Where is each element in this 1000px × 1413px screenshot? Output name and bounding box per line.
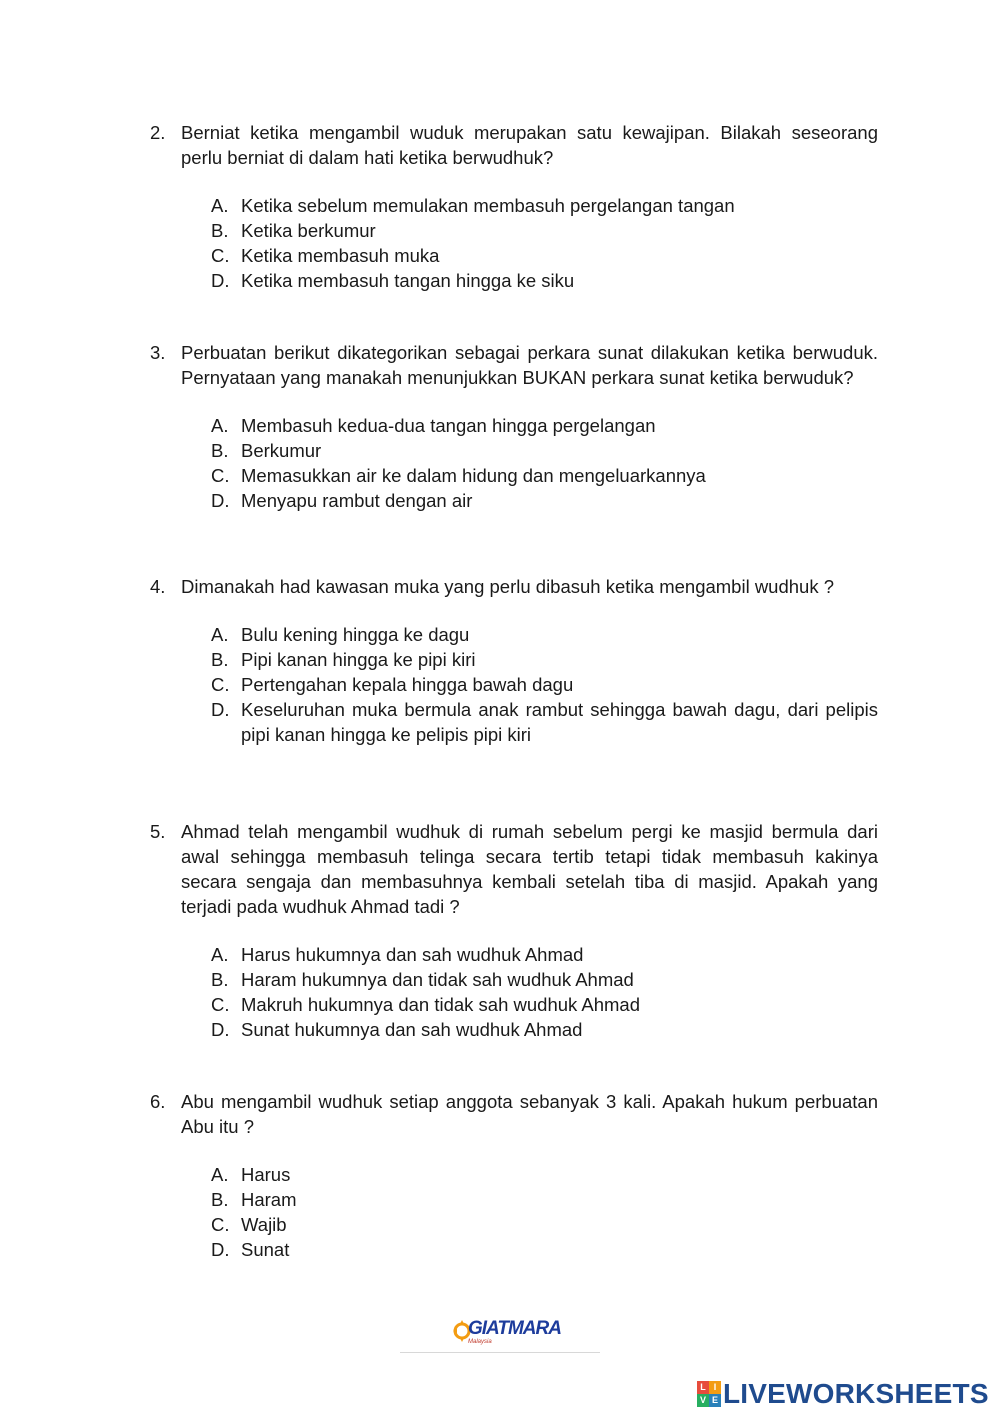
option-text: Harus [241,1164,291,1185]
option-letter: B. [211,649,229,670]
logo-text: GIATMARA [468,1318,561,1339]
question-number: 2. [150,122,166,143]
question-text: Ahmad telah mengambil wudhuk di rumah sebelum pergi ke masjid bermula dari awal sehingga membasuh telinga secara tertib tetapi tidak membasuh kakinya secara sengaja dan membasuhnya kembali setelah tiba di masjid. Apakah yang terjadi pada wudhuk Ahmad tadi ? [181,821,878,917]
answer-option-d[interactable] [211,268,878,293]
question-stem [150,120,878,170]
answer-options [211,193,878,293]
option-text: Pertengahan kepala hingga bawah dagu [241,674,574,695]
watermark-text: LIVEWORKSHEETS [723,1378,989,1409]
answer-option-a[interactable] [211,413,878,438]
answer-options [211,413,878,513]
option-letter: D. [211,490,230,511]
option-letter: D. [211,270,230,291]
question-5 [150,819,878,1042]
question-4 [150,574,878,747]
question-stem [150,819,878,919]
option-text: Wajib [241,1214,287,1235]
option-text: Sunat hukumnya dan sah wudhuk Ahmad [241,1019,583,1040]
option-text: Haram hukumnya dan tidak sah wudhuk Ahmad [241,969,634,990]
option-letter: C. [211,1214,230,1235]
option-letter: A. [211,1164,229,1185]
option-letter: C. [211,245,230,266]
option-letter: A. [211,415,229,436]
answer-option-a[interactable] [211,193,878,218]
logo-tagline: Malaysia [468,1339,492,1345]
answer-option-d[interactable] [211,1017,878,1042]
option-text: Makruh hukumnya dan tidak sah wudhuk Ahmad [241,994,641,1015]
option-text: Membasuh kedua-dua tangan hingga pergelangan [241,415,656,436]
answer-option-b[interactable] [211,647,878,672]
option-letter: A. [211,624,229,645]
question-3 [150,340,878,513]
option-text: Harus hukumnya dan sah wudhuk Ahmad [241,944,584,965]
answer-options [211,1162,878,1262]
option-letter: D. [211,699,230,720]
question-number: 4. [150,576,166,597]
answer-option-d[interactable] [211,1237,878,1262]
option-letter: B. [211,440,229,461]
answer-option-c[interactable] [211,463,878,488]
footer-divider [400,1352,600,1353]
answer-option-b[interactable] [211,967,878,992]
answer-option-a[interactable] [211,622,878,647]
option-text: Ketika membasuh muka [241,245,440,266]
option-text: Bulu kening hingga ke dagu [241,624,470,645]
question-stem [150,340,878,390]
icon-letter-i: I [709,1381,721,1394]
answer-option-c[interactable] [211,992,878,1017]
option-letter: B. [211,1189,229,1210]
option-text: Ketika sebelum memulakan membasuh pergelangan tangan [241,195,735,216]
option-text: Haram [241,1189,297,1210]
question-stem [150,1089,878,1139]
liveworksheets-watermark [697,1378,989,1410]
answer-option-b[interactable] [211,1187,878,1212]
answer-option-d[interactable] [211,697,878,747]
answer-option-b[interactable] [211,438,878,463]
question-number: 5. [150,821,166,842]
option-text: Ketika membasuh tangan hingga ke siku [241,270,575,291]
option-letter: A. [211,195,229,216]
answer-option-c[interactable] [211,672,878,697]
giatmara-logo [452,1314,561,1352]
option-letter: B. [211,969,229,990]
option-letter: A. [211,944,229,965]
liveworksheets-icon [697,1381,721,1407]
answer-option-a[interactable] [211,942,878,967]
option-text: Pipi kanan hingga ke pipi kiri [241,649,476,670]
question-text: Dimanakah had kawasan muka yang perlu dibasuh ketika mengambil wudhuk ? [181,576,835,597]
answer-option-d[interactable] [211,488,878,513]
question-number: 6. [150,1091,166,1112]
option-text: Sunat [241,1239,290,1260]
question-2 [150,120,878,293]
option-letter: B. [211,220,229,241]
question-text: Perbuatan berikut dikategorikan sebagai perkara sunat dilakukan ketika berwuduk. Pernyataan yang manakah menunjukkan BUKAN perkara sunat ketika berwuduk? [181,342,878,388]
question-text: Abu mengambil wudhuk setiap anggota sebanyak 3 kali. Apakah hukum perbuatan Abu itu ? [181,1091,878,1137]
option-letter: D. [211,1019,230,1040]
option-text: Menyapu rambut dengan air [241,490,473,511]
question-stem [150,574,878,599]
question-6 [150,1089,878,1262]
option-letter: C. [211,994,230,1015]
option-text: Memasukkan air ke dalam hidung dan mengeluarkannya [241,465,706,486]
option-letter: D. [211,1239,230,1260]
answer-option-c[interactable] [211,1212,878,1237]
answer-option-c[interactable] [211,243,878,268]
question-text: Berniat ketika mengambil wuduk merupakan satu kewajipan. Bilakah seseorang perlu berniat di dalam hati ketika berwudhuk? [181,122,878,168]
option-letter: C. [211,674,230,695]
icon-letter-l: L [697,1381,709,1394]
option-text: Berkumur [241,440,322,461]
option-letter: C. [211,465,230,486]
icon-letter-v: V [697,1394,709,1407]
answer-option-a[interactable] [211,1162,878,1187]
question-number: 3. [150,342,166,363]
option-text: Ketika berkumur [241,220,376,241]
answer-option-b[interactable] [211,218,878,243]
option-text: Keseluruhan muka bermula anak rambut sehingga bawah dagu, dari pelipis pipi kanan hingga ke pelipis pipi kiri [241,699,878,745]
icon-letter-e: E [709,1394,721,1407]
answer-options [211,942,878,1042]
answer-options [211,622,878,747]
